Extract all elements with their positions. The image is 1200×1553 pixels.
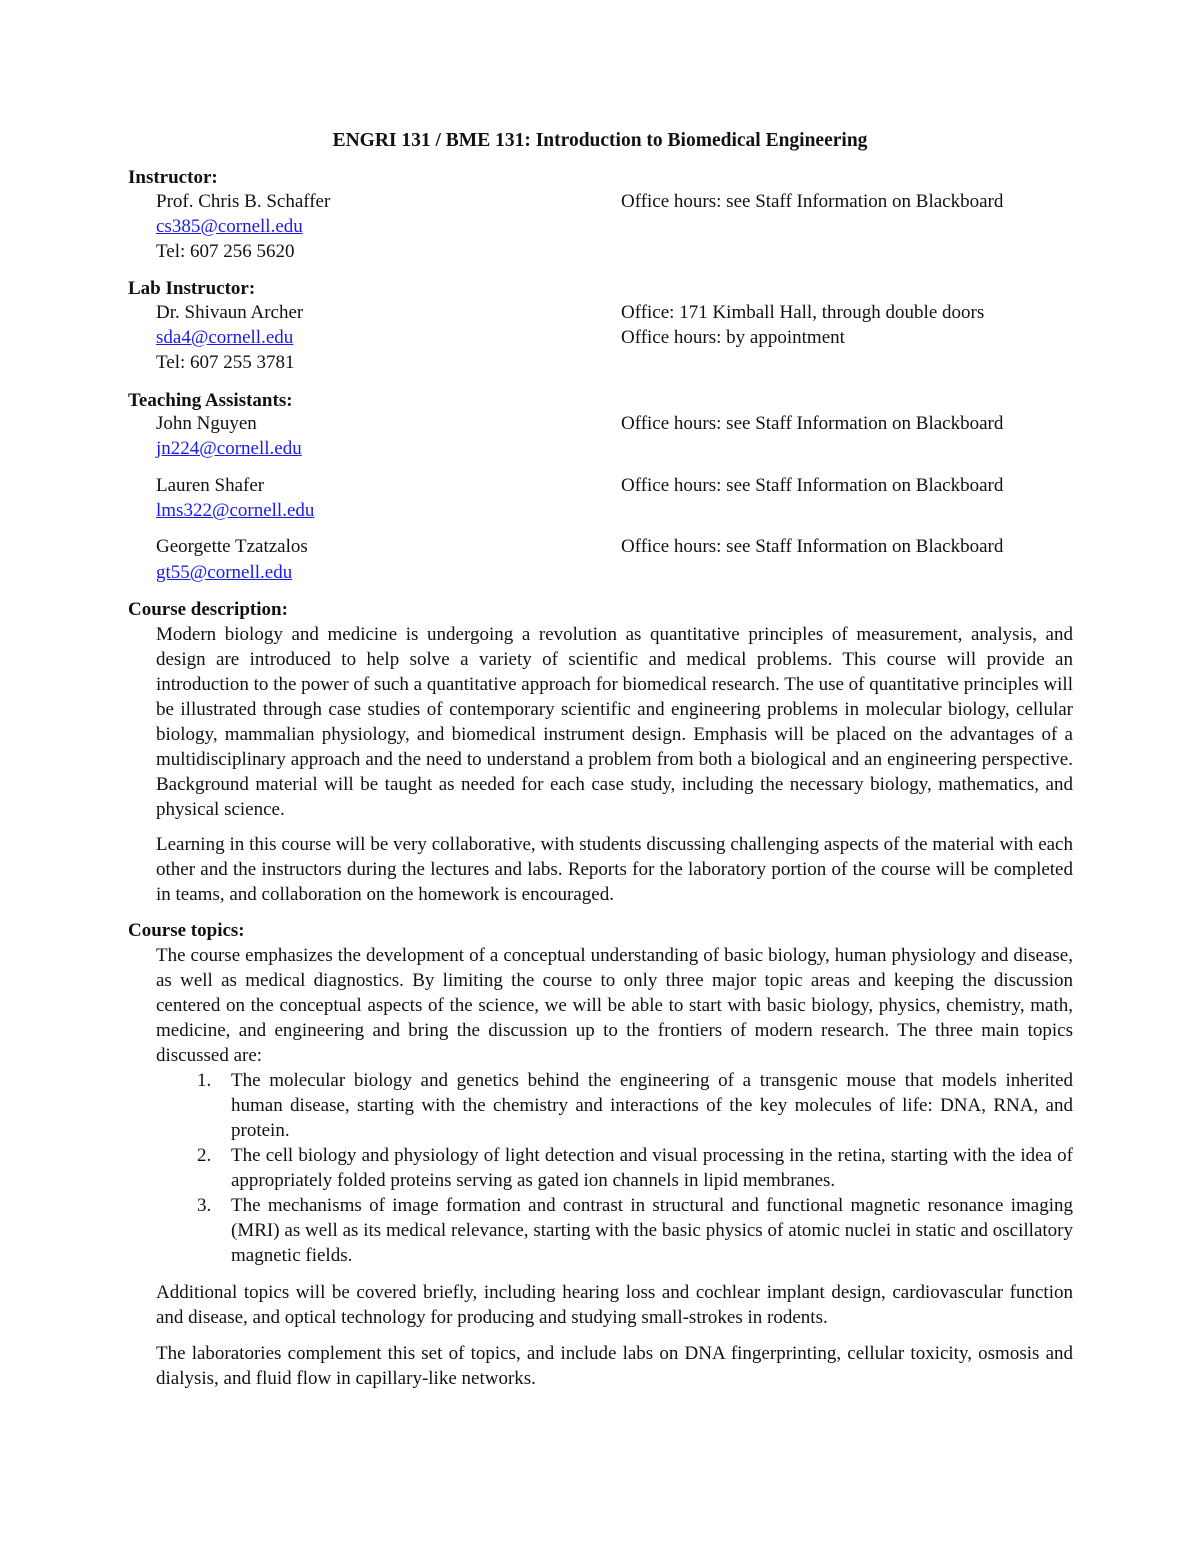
ta-name: Georgette Tzatzalos	[156, 536, 308, 557]
list-item-number: 1.	[197, 1070, 212, 1091]
course-description-body	[156, 622, 1073, 907]
lab-instructor-office-hours: Office hours: by appointment	[621, 327, 845, 348]
course-topics-intro: The course emphasizes the development of a conceptual understanding of basic biology, human physiology and disease, as well as medical diagnostics. By limiting the course to only three major topic areas and keeping the discussion centered on the conceptual aspects of the science, we will be able to start with basic biology, physics, chemistry, math, medicine, and engineering and bring the discussion up to the frontiers of modern research. The three main topics discussed are:	[156, 945, 1073, 1066]
course-description-heading: Course description:	[128, 599, 288, 620]
teaching-assistants-heading: Teaching Assistants:	[128, 390, 293, 411]
list-item-number: 2.	[197, 1145, 212, 1166]
page-title: ENGRI 131 / BME 131: Introduction to Biomedical Engineering	[332, 130, 868, 151]
ta-office-hours: Office hours: see Staff Information on Blackboard	[621, 475, 1004, 496]
list-item	[156, 1193, 1073, 1268]
ta-email-link[interactable]: lms322@cornell.edu	[156, 500, 315, 521]
description-paragraph: Modern biology and medicine is undergoing a revolution as quantitative principles of measurement, analysis, and design are introduced to help solve a variety of scientific and medical problems. This course will provide an introduction to the power of such a quantitative approach for biomedical research. The use of quantitative principles will be illustrated through case studies of contemporary scientific and engineering problems in molecular biology, cellular biology, mammalian physiology, and biomedical instrument design. Emphasis will be placed on the advantages of a multidisciplinary approach and the need to understand a problem from both a biological and an engineering perspective. Background material will be taught as needed for each case study, including the necessary biology, mathematics, and physical science.	[156, 624, 1073, 820]
list-item-text: The molecular biology and genetics behind the engineering of a transgenic mouse that models inherited human disease, starting with the chemistry and interactions of the key molecules of life: DNA, RNA, and protein.	[231, 1070, 1073, 1141]
description-paragraph: Learning in this course will be very collaborative, with students discussing challenging aspects of the material with each other and the instructors during the lectures and labs. Reports for the laboratory portion of the course will be completed in teams, and collaboration on the homework is encouraged.	[156, 834, 1073, 905]
instructor-heading: Instructor:	[128, 167, 218, 188]
instructor-email-link[interactable]: cs385@cornell.edu	[156, 216, 303, 237]
course-topics-heading: Course topics:	[128, 920, 245, 941]
ta-office-hours: Office hours: see Staff Information on Blackboard	[621, 413, 1004, 434]
lab-instructor-tel: Tel: 607 255 3781	[156, 352, 295, 373]
list-item-number: 3.	[197, 1195, 212, 1216]
list-item	[156, 1143, 1073, 1193]
lab-instructor-heading: Lab Instructor:	[128, 278, 256, 299]
list-item-text: The mechanisms of image formation and contrast in structural and functional magnetic resonance imaging (MRI) as well as its medical relevance, starting with the basic physics of atomic nuclei in static and oscillatory magnetic fields.	[231, 1195, 1073, 1266]
lab-instructor-office: Office: 171 Kimball Hall, through double doors	[621, 302, 985, 323]
ta-office-hours: Office hours: see Staff Information on Blackboard	[621, 536, 1004, 557]
ta-name: John Nguyen	[156, 413, 257, 434]
list-item	[156, 1068, 1073, 1143]
list-item-text: The cell biology and physiology of light detection and visual processing in the retina, starting with the idea of appropriately folded proteins serving as gated ion channels in lipid membranes.	[231, 1145, 1073, 1191]
ta-name: Lauren Shafer	[156, 475, 265, 496]
ta-email-link[interactable]: gt55@cornell.edu	[156, 562, 293, 583]
topics-list	[156, 1068, 1073, 1268]
additional-topics-paragraph: Additional topics will be covered briefly, including hearing loss and cochlear implant design, cardiovascular function and disease, and optical technology for producing and studying small-strokes in rodents.	[156, 1282, 1073, 1328]
instructor-tel: Tel: 607 256 5620	[156, 241, 295, 262]
instructor-office-hours: Office hours: see Staff Information on Blackboard	[621, 191, 1004, 212]
ta-email-link[interactable]: jn224@cornell.edu	[156, 438, 302, 459]
laboratories-paragraph: The laboratories complement this set of topics, and include labs on DNA fingerprinting, cellular toxicity, osmosis and dialysis, and fluid flow in capillary-like networks.	[156, 1343, 1073, 1389]
instructor-name: Prof. Chris B. Schaffer	[156, 191, 331, 212]
lab-instructor-email-link[interactable]: sda4@cornell.edu	[156, 327, 294, 348]
lab-instructor-name: Dr. Shivaun Archer	[156, 302, 304, 323]
